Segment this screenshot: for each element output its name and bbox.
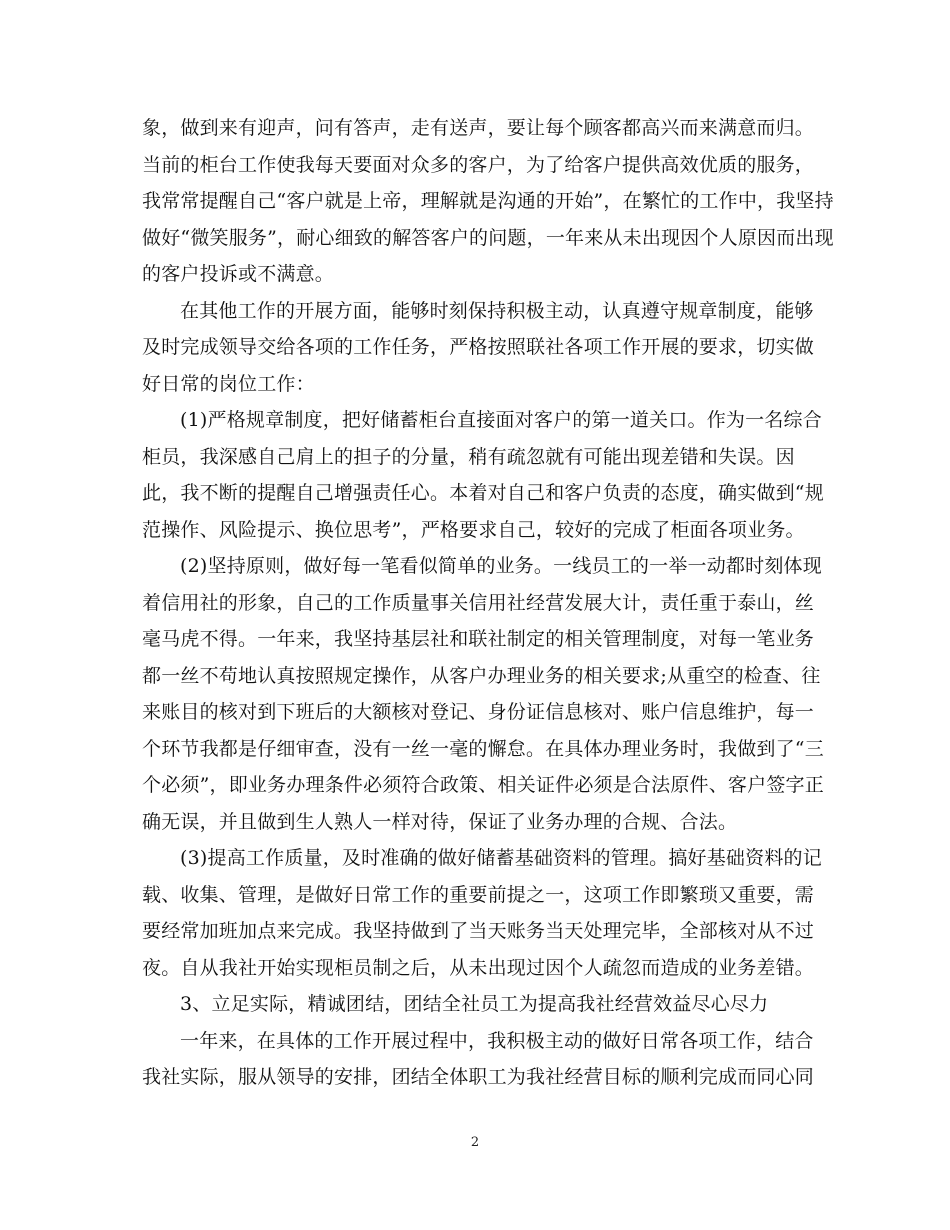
text-line: 毫马虎不得。一年来，我坚持基层社和联社制定的相关管理制度，对每一笔业务: [142, 628, 815, 650]
text-line: 个环节我都是仔细审查，没有一丝一毫的懈怠。在具体办理业务时，我做到了“三: [142, 737, 824, 760]
text-line: 着信用社的形象，自己的工作质量事关信用社经营发展大计，责任重于泰山，丝: [142, 591, 815, 614]
text-line: 来账目的核对到下班后的大额核对登记、身份证信息核对、账户信息维护，每一: [142, 701, 815, 723]
text-line: 当前的柜台工作使我每天要面对众多的客户，为了给客户提供高效优质的服务，: [142, 153, 815, 176]
text-line: 象，做到来有迎声，问有答声，走有送声，要让每个顾客都高兴而来满意而归。: [142, 117, 815, 139]
paragraph-start-line: 一年来，在具体的工作开展过程中，我积极主动的做好日常各项工作，结合: [180, 1029, 814, 1052]
text-line: 的客户投诉或不满意。: [142, 263, 335, 285]
text-line: 都一丝不苟地认真按照规定操作，从客户办理业务的相关要求;从重空的检查、往: [142, 664, 821, 687]
list-item-1-line: (1)严格规章制度，把好储蓄柜台直接面对客户的第一道关口。作为一名综合: [180, 409, 822, 431]
text-line: 载、收集、管理，是做好日常工作的重要前提之一，这项工作即繁琐又重要，需: [142, 883, 815, 906]
text-line: 要经常加班加点来完成。我坚持做到了当天账务当天处理完毕，全部核对从不过: [142, 920, 815, 942]
text-line: 夜。自从我社开始实现柜员制之后，从未出现过因个人疏忽而造成的业务差错。: [142, 956, 815, 979]
text-line: 个必须”，即业务办理条件必须符合政策、相关证件必须是合法原件、客户签字正: [142, 774, 824, 796]
text-line: 柜员，我深感自己肩上的担子的分量，稍有疏忽就有可能出现差错和失误。因: [142, 445, 795, 468]
list-item-3-line: (3)提高工作质量，及时准确的做好储蓄基础资料的管理。搞好基础资料的记: [180, 847, 822, 869]
list-item-2-line: (2)坚持原则，做好每一笔看似简单的业务。一线员工的一举一动都时刻体现: [180, 555, 822, 577]
text-line: 此，我不断的提醒自己增强责任心。本着对自己和客户负责的态度，确实做到“规: [142, 482, 824, 504]
text-line: 我社实际，服从领导的安排，团结全体职工为我社经营目标的顺利完成而同心同: [142, 1066, 815, 1088]
paragraph-start-line: 在其他工作的开展方面，能够时刻保持积极主动，认真遵守规章制度，能够: [180, 299, 814, 322]
text-line: 范操作、风险提示、换位思考”，严格要求自己，较好的完成了柜面各项业务。: [142, 518, 805, 541]
body-text: [142, 110, 834, 1096]
text-line: 确无误，并且做到生人熟人一样对待，保证了业务办理的合规、合法。: [142, 810, 738, 833]
text-line: 我常常提醒自己“客户就是上帝，理解就是沟通的开始”，在繁忙的工作中，我坚持: [142, 190, 834, 212]
text-line: 做好“微笑服务”，耐心细致的解答客户的问题，一年来从未出现因个人原因而出现: [142, 226, 834, 249]
text-line: 好日常的岗位工作：: [142, 372, 315, 395]
page-number: 2: [470, 1135, 480, 1150]
section-heading-line: 3、立足实际，精诚团结，团结全社员工为提高我社经营效益尽心尽力: [180, 993, 769, 1015]
text-line: 及时完成领导交给各项的工作任务，严格按照联社各项工作开展的要求，切实做: [142, 336, 815, 358]
